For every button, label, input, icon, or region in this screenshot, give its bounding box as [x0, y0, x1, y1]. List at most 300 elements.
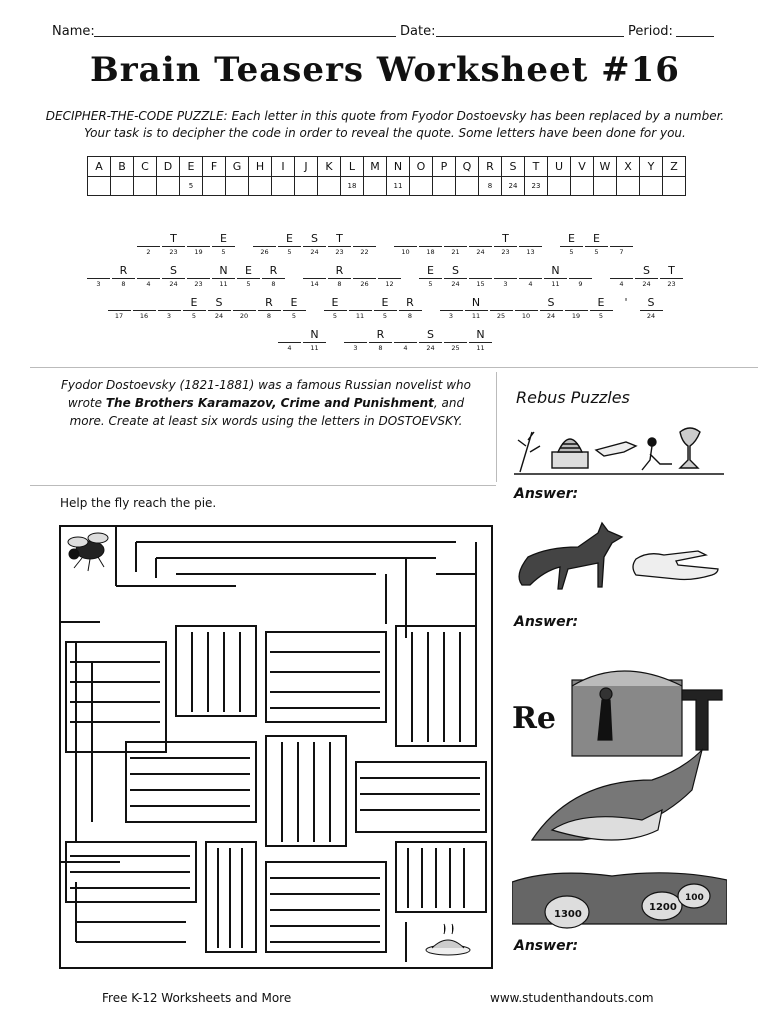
book-titles: The Brothers Karamazov, Crime and Punishment	[105, 396, 434, 410]
code-number: 5	[212, 246, 235, 257]
decoded-letter[interactable]	[494, 264, 517, 278]
money-bag-label: 100	[685, 893, 704, 903]
cryptogram-cell[interactable]	[187, 264, 210, 289]
decoded-letter[interactable]: E	[381, 296, 389, 309]
code-number: 19	[565, 310, 588, 321]
cryptogram-cell[interactable]	[569, 264, 592, 289]
decoded-letter[interactable]: E	[290, 296, 298, 309]
code-number: 24	[303, 246, 326, 257]
dostoevsky-bio	[40, 376, 492, 430]
page-title: Brain Teasers Worksheet #16	[90, 50, 680, 90]
key-number-cell[interactable]: 24	[502, 177, 525, 196]
key-number-cell[interactable]	[249, 177, 272, 196]
decoded-letter[interactable]: S	[647, 296, 655, 309]
decoded-letter[interactable]	[569, 264, 592, 278]
decoded-letter[interactable]: N	[476, 328, 485, 341]
cryptogram-cell[interactable]	[419, 264, 442, 289]
code-number: 8	[112, 278, 135, 289]
code-number: 5	[324, 310, 347, 321]
period-field[interactable]	[676, 22, 714, 37]
cryptogram-cell[interactable]	[378, 264, 401, 289]
cryptogram-cell[interactable]	[108, 296, 131, 321]
cryptogram-cell[interactable]	[87, 264, 110, 289]
decoded-letter[interactable]: R	[269, 264, 278, 277]
code-number: 4	[137, 278, 160, 289]
key-letter-cell: L	[341, 157, 364, 177]
cryptogram-cell[interactable]	[374, 296, 397, 321]
decoded-letter[interactable]	[187, 264, 210, 278]
cryptogram-cell[interactable]	[419, 232, 442, 257]
key-number-cell[interactable]: 18	[341, 177, 364, 196]
decoded-letter[interactable]	[469, 232, 492, 246]
decoded-letter[interactable]	[303, 264, 326, 278]
decoded-letter[interactable]: S	[643, 264, 650, 277]
code-number: 16	[133, 310, 156, 321]
decoded-letter[interactable]: E	[568, 232, 575, 245]
decoded-letter[interactable]: '	[624, 296, 628, 309]
key-number-cell[interactable]	[433, 177, 456, 196]
divider	[30, 485, 496, 486]
decoded-letter[interactable]	[187, 232, 210, 246]
decoded-letter[interactable]	[440, 296, 463, 310]
key-letter-cell: M	[364, 157, 387, 177]
cryptogram-cell[interactable]	[610, 232, 633, 257]
key-number-cell[interactable]	[203, 177, 226, 196]
code-number: 11	[349, 310, 372, 321]
code-number: 21	[444, 246, 467, 257]
cryptogram-cell[interactable]	[369, 328, 392, 353]
code-number: 25	[490, 310, 513, 321]
key-letter-cell: E	[180, 157, 203, 177]
decoded-letter[interactable]	[490, 296, 513, 310]
decoded-letter[interactable]	[610, 264, 633, 278]
cryptogram-cell[interactable]	[590, 296, 613, 321]
decoded-letter[interactable]	[278, 328, 301, 342]
code-number: 5	[183, 310, 206, 321]
decoded-letter[interactable]: E	[245, 264, 252, 277]
code-number: 12	[378, 278, 401, 289]
key-letter-cell: X	[617, 157, 640, 177]
key-letter-cell: D	[157, 157, 180, 177]
decoded-letter[interactable]: S	[170, 264, 177, 277]
code-number: 26	[353, 278, 376, 289]
code-number: 23	[162, 246, 185, 257]
key-number-cell[interactable]	[157, 177, 180, 196]
decoded-letter[interactable]: E	[597, 296, 605, 309]
decoded-letter[interactable]	[444, 328, 467, 342]
decoded-letter[interactable]: N	[471, 296, 481, 309]
code-number: 4	[610, 278, 633, 289]
code-number: 8	[262, 278, 285, 289]
code-number: 8	[369, 342, 392, 353]
decoded-letter[interactable]: S	[427, 328, 434, 341]
decoded-letter[interactable]: N	[219, 264, 228, 277]
code-number: 5	[283, 310, 306, 321]
code-number: 7	[610, 246, 633, 257]
key-number-cell[interactable]	[88, 177, 111, 196]
word-gap	[287, 264, 301, 289]
cryptogram-cell[interactable]	[328, 264, 351, 289]
code-number: 3	[440, 310, 463, 321]
cryptogram-cell[interactable]	[519, 264, 542, 289]
code-number: 8	[328, 278, 351, 289]
code-number: 24	[419, 342, 442, 353]
decoded-letter[interactable]: E	[593, 232, 600, 245]
bio-line: Fyodor Dostoevsky (1821-1881) was a famous Russian novelist who	[61, 378, 471, 392]
cryptogram-cell[interactable]	[162, 232, 185, 257]
code-number: 5	[374, 310, 397, 321]
cryptogram-cell[interactable]	[253, 232, 276, 257]
code-number: 4	[394, 342, 417, 353]
money-bag-label: 1300	[554, 909, 582, 920]
key-number-cell[interactable]	[134, 177, 157, 196]
decoded-letter[interactable]: R	[376, 328, 385, 341]
code-number: 9	[569, 278, 592, 289]
cryptogram-cell[interactable]	[640, 296, 663, 321]
key-number-cell[interactable]: 23	[525, 177, 548, 196]
key-letter-cell: U	[548, 157, 571, 177]
decoded-letter[interactable]: T	[336, 232, 343, 245]
code-number: 24	[469, 246, 492, 257]
cryptogram-cell[interactable]	[112, 264, 135, 289]
cryptogram-cell[interactable]	[560, 232, 583, 257]
cryptogram-cell[interactable]	[278, 232, 301, 257]
key-letter-cell: I	[272, 157, 295, 177]
decoded-letter[interactable]	[519, 264, 542, 278]
cryptogram-cell[interactable]	[324, 296, 347, 321]
rebus-answer-label: Answer:	[514, 486, 579, 502]
cryptogram-cell[interactable]	[183, 296, 206, 321]
cryptogram-cell[interactable]	[233, 296, 256, 321]
decoded-letter[interactable]: R	[406, 296, 414, 309]
word-gap	[424, 296, 438, 321]
maze[interactable]	[56, 522, 496, 972]
cryptogram-cell[interactable]	[303, 232, 326, 257]
divider	[30, 367, 758, 368]
decoded-letter[interactable]: R	[335, 264, 344, 277]
cipher-key-table	[87, 156, 686, 196]
decoded-letter[interactable]	[344, 328, 367, 342]
code-number: 18	[419, 246, 442, 257]
cryptogram-cell[interactable]	[440, 296, 463, 321]
code-number: 11	[212, 278, 235, 289]
code-number: 15	[469, 278, 492, 289]
key-letter-cell: V	[571, 157, 594, 177]
cryptogram-cell[interactable]	[610, 264, 633, 289]
code-number: 26	[253, 246, 276, 257]
cryptogram-cell[interactable]	[158, 296, 181, 321]
code-number: 4	[519, 278, 542, 289]
key-number-cell[interactable]	[364, 177, 387, 196]
code-number: 14	[303, 278, 326, 289]
key-letter-cell: S	[502, 157, 525, 177]
decoded-letter[interactable]: R	[265, 296, 273, 309]
code-number: 3	[344, 342, 367, 353]
cryptogram-cell[interactable]	[258, 296, 281, 321]
code-number: 5	[237, 278, 260, 289]
cryptogram-cell[interactable]	[660, 264, 683, 289]
key-letter-cell: K	[318, 157, 341, 177]
code-number: 5	[590, 310, 613, 321]
key-letter-cell: F	[203, 157, 226, 177]
cryptogram-cell[interactable]	[212, 232, 235, 257]
code-number: 23	[660, 278, 683, 289]
key-letter-cell: H	[249, 157, 272, 177]
decoded-letter[interactable]: N	[310, 328, 319, 341]
decoded-letter[interactable]	[394, 328, 417, 342]
key-letter-cell: J	[295, 157, 318, 177]
decoded-letter[interactable]: T	[668, 264, 675, 277]
cryptogram-cell[interactable]	[353, 264, 376, 289]
cryptogram-cell[interactable]	[137, 232, 160, 257]
cryptogram-cell[interactable]	[419, 328, 442, 353]
key-number-cell[interactable]	[640, 177, 663, 196]
cryptogram-cell[interactable]	[494, 264, 517, 289]
cryptogram-cell[interactable]	[212, 264, 235, 289]
code-number: 4	[278, 342, 301, 353]
date-label: Date:	[400, 24, 436, 39]
key-number-cell[interactable]	[571, 177, 594, 196]
cryptogram-cell[interactable]	[540, 296, 563, 321]
key-letter-cell: G	[226, 157, 249, 177]
pie-icon	[426, 924, 470, 955]
decoded-letter[interactable]: S	[311, 232, 318, 245]
key-number-cell[interactable]	[226, 177, 249, 196]
cryptogram-row	[30, 296, 740, 321]
money-bag-label: 1200	[649, 902, 677, 913]
code-number: 11	[469, 342, 492, 353]
cryptogram-cell[interactable]	[303, 328, 326, 353]
word-gap	[378, 232, 392, 257]
decoded-letter[interactable]: R	[119, 264, 128, 277]
key-number-cell[interactable]	[410, 177, 433, 196]
cryptogram-cell[interactable]	[469, 232, 492, 257]
key-letter-cell: Z	[663, 157, 686, 177]
key-number-cell[interactable]: 8	[479, 177, 502, 196]
cryptogram-cell[interactable]	[283, 296, 306, 321]
cryptogram-cell[interactable]	[519, 232, 542, 257]
code-number: 17	[108, 310, 131, 321]
cryptogram-cell[interactable]	[133, 296, 156, 321]
decoded-letter[interactable]	[394, 232, 417, 246]
rebus-answer-label: Answer:	[514, 614, 579, 630]
decoded-letter[interactable]: E	[220, 232, 227, 245]
decoded-letter[interactable]: T	[502, 232, 509, 245]
code-number: 23	[328, 246, 351, 257]
word-gap	[328, 328, 342, 353]
decoded-letter[interactable]	[233, 296, 256, 310]
code-number: 23	[494, 246, 517, 257]
decoded-letter[interactable]	[515, 296, 538, 310]
cryptogram-cell[interactable]	[394, 232, 417, 257]
key-letter-cell: C	[134, 157, 157, 177]
decoded-letter[interactable]: E	[190, 296, 198, 309]
decoded-letter[interactable]	[158, 296, 181, 310]
code-number: 24	[162, 278, 185, 289]
period-label: Period:	[628, 24, 673, 39]
decoded-letter[interactable]	[565, 296, 588, 310]
code-number: 8	[399, 310, 422, 321]
key-number-cell[interactable]: 11	[387, 177, 410, 196]
name-label: Name:	[52, 24, 95, 39]
cryptogram-cell[interactable]	[399, 296, 422, 321]
key-letter-cell: P	[433, 157, 456, 177]
code-number: 11	[544, 278, 567, 289]
decoded-letter[interactable]: S	[452, 264, 459, 277]
cryptogram-cell[interactable]	[237, 264, 260, 289]
decoded-letter[interactable]: T	[170, 232, 177, 245]
decoded-letter[interactable]	[133, 296, 156, 310]
decoded-letter[interactable]: E	[286, 232, 293, 245]
decoded-letter[interactable]	[349, 296, 372, 310]
key-number-cell[interactable]	[295, 177, 318, 196]
key-number-cell[interactable]	[111, 177, 134, 196]
cryptogram-cell[interactable]	[278, 328, 301, 353]
cryptogram-cell[interactable]	[565, 296, 588, 321]
rebus-puzzle-2-image	[512, 515, 727, 607]
cryptogram-cell[interactable]	[187, 232, 210, 257]
key-letter-cell: R	[479, 157, 502, 177]
cryptogram-cell[interactable]	[303, 264, 326, 289]
cryptogram-cell[interactable]	[444, 264, 467, 289]
decoded-letter[interactable]	[419, 232, 442, 246]
decoded-letter[interactable]	[87, 264, 110, 278]
cryptogram-cell[interactable]	[465, 296, 488, 321]
decoded-letter[interactable]	[137, 232, 160, 246]
code-number: 10	[515, 310, 538, 321]
word-gap	[308, 296, 322, 321]
code-number: 10	[394, 246, 417, 257]
code-number: 23	[187, 278, 210, 289]
decoded-letter[interactable]	[378, 264, 401, 278]
decoded-letter[interactable]	[444, 232, 467, 246]
key-letter-cell: A	[88, 157, 111, 177]
key-letter-cell: Q	[456, 157, 479, 177]
code-number: 2	[137, 246, 160, 257]
decoded-letter[interactable]	[353, 264, 376, 278]
key-number-cell[interactable]	[594, 177, 617, 196]
code-number: 5	[278, 246, 301, 257]
key-number-cell[interactable]	[663, 177, 686, 196]
cryptogram-cell[interactable]	[394, 328, 417, 353]
footer-url[interactable]: www.studenthandouts.com	[490, 991, 654, 1005]
decoded-letter[interactable]	[353, 232, 376, 246]
name-field[interactable]	[94, 22, 396, 37]
divider	[496, 372, 497, 482]
decoded-letter[interactable]	[253, 232, 276, 246]
cryptogram-cell[interactable]	[469, 264, 492, 289]
decoded-letter[interactable]	[519, 232, 542, 246]
instructions	[40, 108, 730, 142]
cryptogram-cell[interactable]	[469, 328, 492, 353]
cryptogram-cell[interactable]	[615, 296, 638, 321]
key-number-cell[interactable]	[318, 177, 341, 196]
decoded-letter[interactable]	[610, 232, 633, 246]
code-number	[615, 310, 638, 320]
decoded-letter[interactable]: E	[331, 296, 339, 309]
code-number: 11	[465, 310, 488, 321]
key-letter-cell: B	[111, 157, 134, 177]
code-number: 3	[494, 278, 517, 289]
code-number: 24	[540, 310, 563, 321]
word-gap	[237, 232, 251, 257]
maze-title: Help the fly reach the pie.	[60, 496, 217, 510]
footer-left: Free K-12 Worksheets and More	[102, 991, 292, 1005]
cryptogram-cell[interactable]	[494, 232, 517, 257]
cryptogram-cell[interactable]	[490, 296, 513, 321]
bio-line: wrote	[67, 396, 106, 410]
cryptogram-cell[interactable]	[137, 264, 160, 289]
word-gap	[594, 264, 608, 289]
code-number: 24	[635, 278, 658, 289]
decoded-letter[interactable]: N	[551, 264, 560, 277]
rebus-puzzle-1-image	[512, 422, 727, 480]
rebus-puzzle-3-image	[512, 650, 727, 935]
cryptogram	[30, 232, 740, 362]
code-number: 24	[444, 278, 467, 289]
code-number: 5	[419, 278, 442, 289]
decoded-letter[interactable]: S	[215, 296, 223, 309]
code-number: 3	[87, 278, 110, 289]
decoded-letter[interactable]	[137, 264, 160, 278]
decoded-letter[interactable]: E	[427, 264, 434, 277]
cryptogram-cell[interactable]	[635, 264, 658, 289]
decoded-letter[interactable]: S	[547, 296, 555, 309]
key-number-cell[interactable]	[456, 177, 479, 196]
cryptogram-row	[30, 328, 740, 353]
bio-line: more. Create at least six words using the letters in DOSTOEVSKY.	[69, 414, 463, 428]
cryptogram-cell[interactable]	[585, 232, 608, 257]
cryptogram-cell[interactable]	[444, 232, 467, 257]
key-number-cell[interactable]	[272, 177, 295, 196]
cryptogram-cell[interactable]	[349, 296, 372, 321]
cryptogram-cell[interactable]	[444, 328, 467, 353]
instructions-text: Each letter in this quote from Fyodor Dostoevsky has been replaced by a number. Your task is to decipher the code in order to reveal the quote. Some letters have been done for you.	[84, 109, 725, 140]
key-number-cell[interactable]	[548, 177, 571, 196]
code-number: 19	[187, 246, 210, 257]
decoded-letter[interactable]	[469, 264, 492, 278]
date-field[interactable]	[436, 22, 624, 37]
key-number-cell[interactable]: 5	[180, 177, 203, 196]
bio-line: , and	[433, 396, 465, 410]
worksheet-header	[52, 22, 722, 42]
cryptogram-cell[interactable]	[515, 296, 538, 321]
code-number: 24	[640, 310, 663, 321]
word-gap	[544, 232, 558, 257]
rebus-title: Rebus Puzzles	[516, 388, 630, 407]
cryptogram-row	[30, 232, 740, 257]
code-number: 22	[353, 246, 376, 257]
decoded-letter[interactable]	[108, 296, 131, 310]
cryptogram-cell[interactable]	[544, 264, 567, 289]
instructions-lead: DECIPHER-THE-CODE PUZZLE:	[45, 109, 228, 123]
code-number: 24	[208, 310, 231, 321]
cryptogram-cell[interactable]	[162, 264, 185, 289]
cryptogram-cell[interactable]	[208, 296, 231, 321]
key-letter-cell: N	[387, 157, 410, 177]
cryptogram-cell[interactable]	[353, 232, 376, 257]
code-number: 3	[158, 310, 181, 321]
code-number: 25	[444, 342, 467, 353]
cryptogram-row	[30, 264, 740, 289]
code-number: 20	[233, 310, 256, 321]
cryptogram-cell[interactable]	[344, 328, 367, 353]
cryptogram-cell[interactable]	[328, 232, 351, 257]
code-number: 5	[585, 246, 608, 257]
cryptogram-cell[interactable]	[262, 264, 285, 289]
key-number-cell[interactable]	[617, 177, 640, 196]
key-letter-cell: W	[594, 157, 617, 177]
